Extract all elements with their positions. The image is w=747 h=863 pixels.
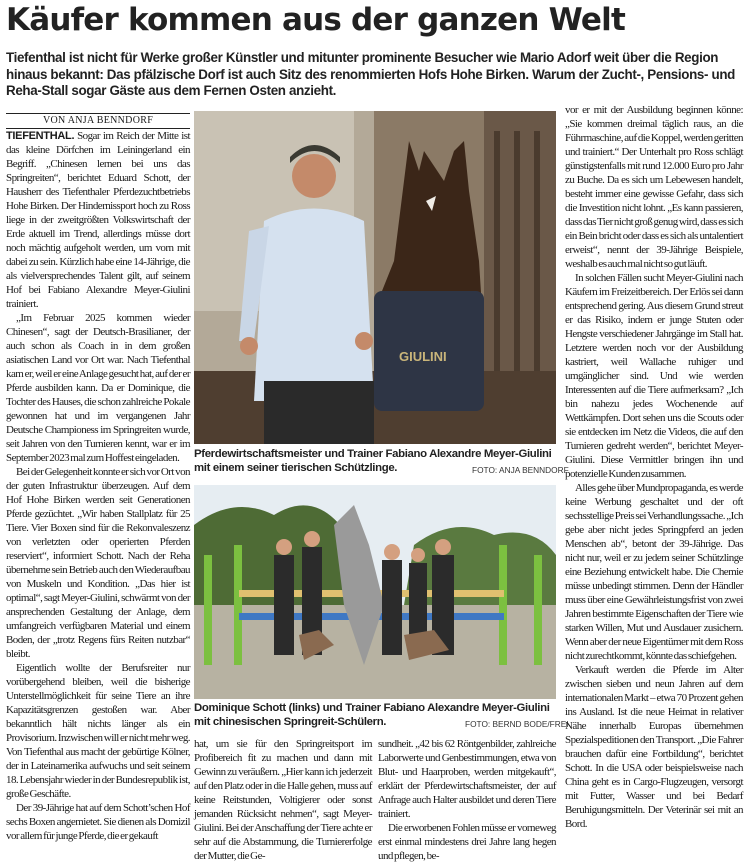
- paragraph: Die erworbenen Fohlen müsse er vorneweg erst einmal mindestens drei Jahre lang hegen und pflegen, be-: [378, 822, 556, 862]
- paragraph: [6, 129, 190, 311]
- photo-caption: Dominique Schott (links) und Trainer Fabiano Alexandre Meyer-Giulini mit chinesischen Springreit-Schülern.: [194, 702, 550, 728]
- paragraph: Bei der Gelegenheit konnte er sich vor Ort von der guten Infrastruktur überzeugen. Auf dem Hof Hohe Birken werden seit Generationen Pferde gezüchtet. „Wir haben Stallplatz für 25 Tiere. Vier Boxen sind für die Rekonvaleszenz von verletzten oder operierten Pferden reserviert“, informiert Schott. Nach der Reha übernehme sein Betrieb auch den Wiederaufbau von Muskeln und Kondition. „Das hier ist optimal“, sagt Meyer-Giulini, schwärmt von der ansprechenden Gestaltung der Anlage, dem umfangreich verfügbaren Material und einem Boden, der „trotz Regens fürs Reiten nutzbar“ bleibt.: [6, 466, 190, 660]
- article-column-3: [378, 737, 556, 863]
- paragraph: Eigentlich wollte der Berufsreiter nur vorübergehend bleiben, weil die bisherige Unterstellmöglichkeit für seine Tiere an ihre Kapazitätsgrenzen gestoßen war. Aber bekanntlich hält nichts länger als ein Provisorium. Inzwischen will er nicht mehr weg. Von Tiefenthal aus macht der gebürtige Kölner, der in Lateinamerika aufwuchs und seit seinem 18. Lebensjahr wieder in der Bundesrepublik ist, große Geschäfte.: [6, 662, 190, 800]
- blanket-logo: GIULINI: [399, 349, 447, 364]
- subtitle: Tiefenthal ist nicht für Werke großer Künstler und mitunter prominente Besucher wie Mario Adorf weit über die Region hinaus bekannt: Das pfälzische Dorf ist auch Sitz des renommierten Hofs Hohe Birken. Warum der Zucht-, Pensions- und Reha-Stall sogar Gäste aus dem Fernen Osten anzieht.: [6, 50, 735, 98]
- photo-group-at-jumps: [194, 485, 556, 699]
- paragraph: Der 39-Jährige hat auf dem Schott’schen Hof sechs Boxen angemietet. Sie dienen als Domizil vor allem für junge Pferde, die er gekauft: [6, 802, 190, 842]
- photo-caption: Pferdewirtschaftsmeister und Trainer Fabiano Alexandre Meyer-Giulini mit einem seiner tierischen Schützlinge.: [194, 448, 552, 474]
- paragraph: vor er mit der Ausbildung beginnen könne: „Sie kommen dreimal täglich raus, an die Führmaschine, auf die Koppel, werden geritten und trainiert.“ Der Unterhalt pro Ross schlägt günstigstenfalls mit rund 12.000 Euro pro Jahr zu Buche. Da es sich um Lebewesen handelt, besteht immer eine gewisse Gefahr, dass sich die Investition nicht lohnt. „Es kann passieren, dass das Tier nicht groß genug wird, dass es sich ein Bein bricht oder dass es sich als untalentiert erweist“, nennt der 39-Jährige Beispiele, weshalb es auch mal nicht so gut läuft.: [565, 104, 743, 270]
- photo-trainer-with-horse: [194, 111, 556, 444]
- article-column-2: [194, 737, 372, 863]
- headline: Käufer kommen aus der ganzen Welt: [6, 2, 625, 38]
- byline: VON ANJA BENNDORF: [6, 113, 190, 129]
- paragraph: sundheit. „42 bis 62 Röntgenbilder, zahlreiche Laborwerte und Genbestimmungen, etwa von Blut- und Haarproben, werden mitgekauft“, erklärt der Pferdewirtschaftsmeister, der auf Anfrage auch Halter ausbildet und deren Tiere trainiert.: [378, 738, 556, 820]
- photo-illustration: [194, 111, 556, 444]
- dateline: TIEFENTHAL.: [6, 130, 75, 142]
- paragraph: „Im Februar 2025 kommen wieder Chinesen“, sagt der Deutsch-Brasilianer, der auch schon als Coach in in dem großen asiatischen Land vor Ort war. Nach Tiefenthal kam er, weil er eine Anlage gesucht hat, auf der er Pferde ausbilden kann. Da er Dominique, die Tochter des Hauses, die schon zahlreiche Pokale gewonnen hat und im vergangenen Jahr Deutsche Championess im Springreiten wurde, seit Jahren von den Turnieren kennt, war er im September 2023 mal zum Hoffest eingeladen.: [6, 312, 190, 464]
- article-column-4: [565, 103, 743, 831]
- paragraph: hat, um sie für den Springreitsport im Profibereich fit zu machen und dann mit Gewinn zu veräußern. „Hier kann ich jederzeit auf den Platz oder in die Halle gehen, muss auf keine Reitstunden, Voltigierer oder sonst jemanden Rücksicht nehmen“, sagt Meyer-Giulini. Bei der Anschaffung der Tiere achte er sehr auf die Abstammung, die Turniererfolge der Mutter, die Ge-: [194, 738, 372, 862]
- paragraph: Alles gehe über Mundpropaganda, es werde keine Werbung geschaltet und der oft sechsstellige Preis sei Verhandlungssache. „Ich gebe aber nicht jedes Springpferd an jeden Menschen ab“, betont der 39-Jährige. Das nicht nur, weil er zu jedem seiner Schützlinge eine Beziehung entwickelt habe. Die Chemie müsse unbedingt stimmen. Denn der Händler muss über eine Gewährleistungsfrist von zwei Jahren bestimmte Eigenschaften der Tiere wie starken Willen, Mut und Ausdauer zusichern. Wenn aber der neue Eigentümer mit dem Ross nicht zurechtkommt, könnte das schiefgehen.: [565, 482, 743, 662]
- paragraph: Verkauft werden die Pferde im Alter zwischen sieben und neun Jahren auf dem internationalen Markt – etwa 70 Prozent gehen ins Ausland. Ist die neue Heimat in relativer Nähe innerhalb Europas übernehmen Spezialspeditionen den Transport. „Die Fahrer brauchen dafür eine Fortbildung“, berichtet Schott. In die USA oder beispielsweise nach China geht es in Cargo-Flugzeugen, versorgt mit Futter, Wasser und bei Bedarf Beruhigungsmitteln. Der Veterinär sei mit an Bord.: [565, 664, 743, 830]
- paragraph: In solchen Fällen sucht Meyer-Giulini nach Käufern im Freizeitbereich. Der Erlös sei dann entsprechend gering. Aus diesem Grund streut er das Risiko, indem er junge Stuten oder Hengste verschiedener Jahrgänge im Stall hat. Letztere werden noch vor der Ausbildung kastriert, weil Wallache ruhiger und umgänglicher sind. Und wie werden Interessenten auf die Tiere aufmerksam? „Ich bin nahezu jedes Wochenende auf Wettkämpfen. Dort sehen uns die Scouts oder sie entdecken im Netz die Videos, die auf den Turnieren gedreht werden“, berichtet Meyer-Giulini. Diese Vermittler bringen ihn und potenzielle Kunden zusammen.: [565, 272, 743, 480]
- photo-credit: FOTO: BERND BODE/FREI: [465, 719, 569, 729]
- article-column-1: [6, 129, 190, 843]
- photo-illustration: [194, 485, 556, 699]
- paragraph-text: Sogar im Reich der Mitte ist das kleine Dörfchen im Leiningerland ein Begriff. „Chinesen lernen bei uns das Springreiten“, berichtet Eduard Schott, der Hausherr des Tiefenthaler Pferdezuchtbetriebs Hohe Birken. Der Hindernissport hoch zu Ross liege in der zweitgrößten Volkswirtschaft der Erde aktuell im Trend, allerdings müsse dort noch mächtig aufgeholt werden, um vorn mit dabei zu sein. Kürzlich habe eine 14-Jährige, die als vielversprechendes Talent gilt, auf seinem Hof bei Fabiano Alexandre Meyer-Giulini trainiert.: [6, 130, 190, 310]
- photo-credit: FOTO: ANJA BENNDORF: [472, 465, 569, 475]
